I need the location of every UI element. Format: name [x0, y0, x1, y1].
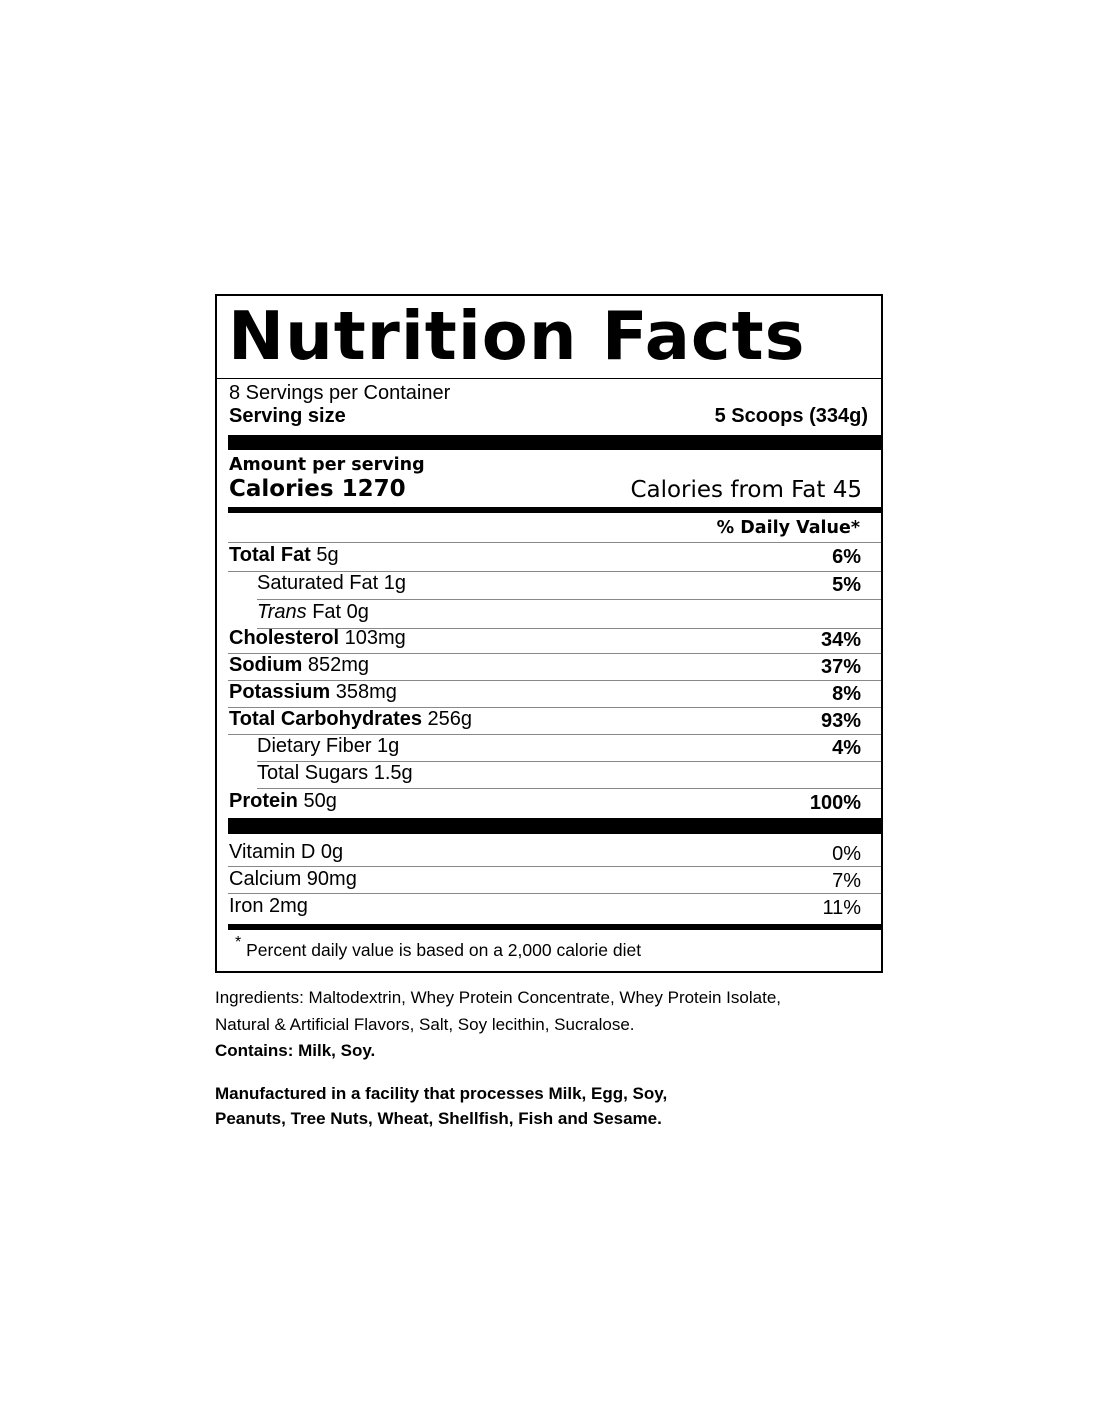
daily-value-percent: 8% — [832, 683, 861, 705]
vitamin-row — [228, 868, 881, 895]
vitamin-label: Calcium 90mg — [229, 868, 357, 890]
vitamin-row — [228, 841, 881, 868]
nutrient-amount: 50g — [297, 790, 337, 812]
row-divider — [228, 893, 881, 894]
nutrient-row — [228, 790, 881, 817]
nutrient-name — [229, 654, 369, 677]
nutrient-amount: 5g — [310, 544, 339, 566]
thick-divider — [228, 818, 881, 834]
daily-value-percent: 100% — [809, 792, 861, 814]
nutrient-name — [257, 735, 399, 758]
nutrient-row — [228, 708, 881, 735]
nutrition-facts-panel — [215, 294, 883, 973]
facility-statement: Manufactured in a facility that processes Milk, Egg, Soy, — [215, 1084, 668, 1103]
daily-value-percent: 4% — [832, 737, 861, 759]
nutrient-label: Total Fat — [229, 544, 311, 566]
nutrient-label: Sodium — [229, 654, 303, 676]
ingredients-line: Ingredients: Maltodextrin, Whey Protein Concentrate, Whey Protein Isolate, — [215, 988, 781, 1007]
panel-title: Nutrition Facts — [228, 297, 806, 375]
divider — [228, 542, 881, 543]
amount-per-serving: Amount per serving — [229, 455, 425, 475]
nutrient-label: Fat 0g — [306, 601, 369, 623]
nutrient-name — [229, 790, 337, 813]
daily-value-percent: 6% — [832, 546, 861, 568]
nutrient-amount: 358mg — [330, 681, 397, 703]
serving-size-label: Serving size — [229, 405, 346, 427]
daily-value-percent: 0% — [832, 843, 861, 865]
nutrient-label: Cholesterol — [229, 627, 340, 649]
nutrient-row — [228, 762, 881, 789]
nutrient-label-italic: Trans — [257, 601, 307, 623]
nutrient-row — [228, 735, 881, 762]
nutrient-row — [228, 627, 881, 654]
nutrient-row — [228, 654, 881, 681]
footnote-mark: * — [235, 934, 242, 951]
nutrient-name — [229, 681, 397, 704]
divider — [217, 378, 881, 379]
nutrient-name — [257, 601, 369, 624]
nutrient-label: Total Sugars 1.5g — [257, 762, 413, 784]
nutrient-label: Potassium — [229, 681, 331, 703]
calories-from-fat: Calories from Fat 45 — [630, 477, 862, 503]
row-divider — [257, 599, 881, 600]
nutrient-label: Saturated Fat 1g — [257, 572, 406, 594]
nutrient-label: Total Carbohydrates — [229, 708, 422, 730]
allergen-contains: Contains: Milk, Soy. — [215, 1041, 376, 1060]
nutrient-label: Dietary Fiber 1g — [257, 735, 400, 757]
nutrient-amount: 103mg — [339, 627, 406, 649]
vitamin-label: Vitamin D 0g — [229, 841, 344, 863]
nutrient-amount: 852mg — [302, 654, 370, 676]
vitamin-label: Iron 2mg — [229, 895, 308, 917]
daily-value-percent: 5% — [832, 574, 861, 596]
facility-statement: Peanuts, Tree Nuts, Wheat, Shellfish, Fish and Sesame. — [215, 1109, 662, 1128]
daily-value-percent: 37% — [820, 656, 861, 678]
thick-divider — [228, 435, 881, 450]
medium-divider — [228, 924, 881, 930]
nutrient-row — [228, 572, 881, 599]
daily-value-percent: 7% — [832, 870, 861, 892]
servings-per-container: 8 Servings per Container — [229, 382, 451, 404]
serving-size-value: 5 Scoops (334g) — [714, 405, 868, 427]
footnote-text: Percent daily value is based on a 2,000 calorie diet — [246, 939, 642, 960]
daily-value-percent: 93% — [820, 710, 861, 732]
nutrient-row — [228, 544, 881, 571]
nutrient-name — [257, 762, 413, 785]
medium-divider — [228, 507, 881, 513]
nutrient-amount: 256g — [422, 708, 473, 730]
daily-value-percent: 11% — [822, 897, 861, 919]
row-divider — [257, 788, 881, 789]
vitamin-row — [228, 895, 881, 922]
daily-value-percent: 34% — [820, 629, 861, 651]
calories: Calories 1270 — [229, 476, 406, 502]
nutrient-label: Protein — [229, 790, 298, 812]
nutrient-row — [228, 681, 881, 708]
row-divider — [228, 866, 881, 867]
nutrient-row — [228, 601, 881, 628]
footnote — [235, 936, 641, 961]
nutrient-name — [257, 572, 406, 595]
nutrient-name — [229, 708, 472, 731]
ingredients-line: Natural & Artificial Flavors, Salt, Soy lecithin, Sucralose. — [215, 1015, 635, 1034]
nutrient-name — [229, 544, 339, 567]
daily-value-header: % Daily Value* — [716, 518, 860, 538]
nutrient-name — [229, 627, 406, 650]
